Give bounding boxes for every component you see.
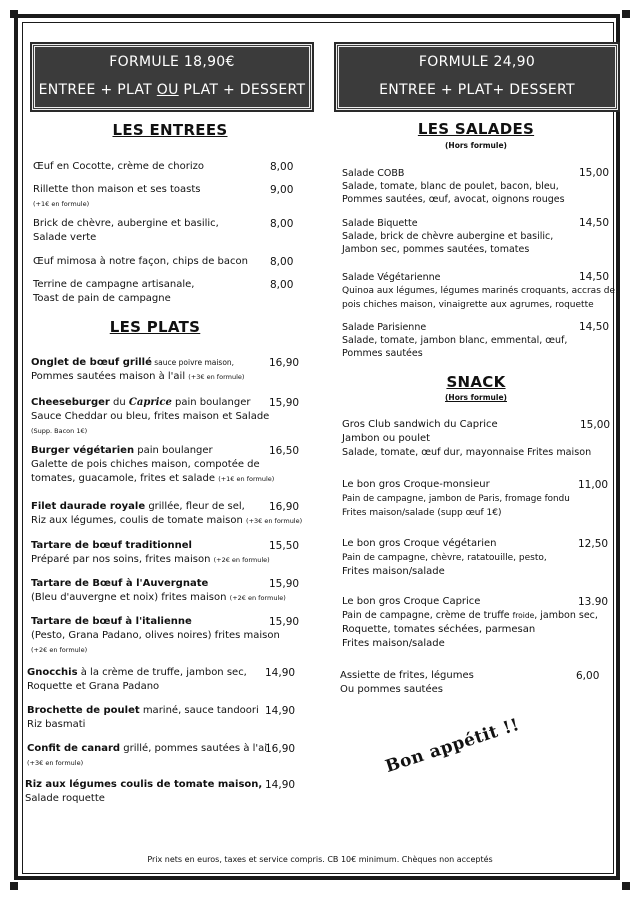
plat-price: 16,90 (269, 501, 300, 513)
entree-detail: Toast de pain de campagne (33, 293, 171, 304)
plat-item (31, 577, 306, 605)
plat-detail: Préparé par nos soins, frites maison (31, 554, 214, 565)
snack-subtitle: (Hors formule) (445, 393, 507, 402)
plat-price: 14,90 (265, 779, 296, 791)
plat-name: Cheeseburger (31, 397, 110, 408)
salade-item (342, 167, 610, 206)
snack-item (340, 669, 608, 697)
plat-price: 15,90 (269, 397, 300, 409)
plat-detail: tomates, guacamole, frites et salade (31, 473, 219, 484)
plat-note: (+1€ en formule) (218, 475, 275, 483)
corner-ornament (622, 882, 630, 890)
snack-detail: Pain de campagne, jambon de Paris, fromage fondu (342, 494, 570, 504)
entree-name: Brick de chèvre, aubergine et basilic, (33, 218, 219, 229)
entree-price: 8,00 (270, 218, 294, 230)
plat-name: Onglet de bœuf grillé (31, 357, 152, 368)
entree-name: Œuf en Cocotte, crème de chorizo (33, 161, 204, 172)
entree-name: Rillette thon maison et ses toasts (33, 184, 201, 195)
snack-price: 6,00 (576, 670, 600, 682)
salade-item (342, 217, 610, 256)
snack-price: 11,00 (578, 479, 609, 491)
plat-name: Filet daurade royale (31, 501, 146, 512)
plat-detail: Riz aux légumes, coulis de tomate maison (31, 515, 247, 526)
snack-name: Gros Club sandwich du Caprice (342, 419, 498, 430)
formula-1-combo-post: PLAT + DESSERT (178, 82, 306, 98)
plat-price: 15,90 (269, 578, 300, 590)
plat-detail: Salade roquette (25, 793, 105, 804)
plat-desc: pain boulanger (134, 445, 213, 456)
plat-name: Tartare de bœuf traditionnel (31, 540, 192, 551)
entree-name: Œuf mimosa à notre façon, chips de bacon (33, 256, 248, 267)
plat-item (25, 778, 300, 806)
plat-item (31, 444, 306, 486)
plat-price: 16,90 (269, 357, 300, 369)
footer-note: Prix nets en euros, taxes et service compris. CB 10€ minimum. Chèques non acceptés (147, 855, 493, 864)
plat-name: Gnocchis (27, 667, 78, 678)
plat-name: Tartare de Bœuf à l'Auvergnate (31, 578, 209, 589)
plat-item (27, 704, 302, 732)
plat-item (31, 539, 306, 567)
formula-box-1 (32, 44, 312, 110)
plat-item (27, 742, 302, 770)
entree-price: 8,00 (270, 256, 294, 268)
plat-name: Tartare de bœuf à l'italienne (31, 616, 192, 627)
plat-desc: grillé, pommes sautées à l'ail (120, 743, 270, 754)
plat-detail: Galette de pois chiches maison, compotée de (31, 459, 260, 470)
entrees-title: LES ENTREES (112, 121, 228, 139)
plat-desc: mariné, sauce tandoori (139, 705, 259, 716)
salade-price: 15,00 (579, 167, 610, 179)
plat-name: Riz aux légumes coulis de tomate maison, (25, 779, 263, 790)
plat-desc: pain boulanger (171, 397, 251, 408)
entree-item (33, 255, 295, 269)
salade-name: Salade Biquette (342, 218, 418, 229)
snack-price: 15,00 (580, 419, 611, 431)
snack-item (342, 478, 610, 520)
snack-item (342, 537, 610, 579)
formula-2-price: FORMULE 24,90 (418, 54, 536, 70)
snack-detail: froide (512, 611, 535, 620)
salade-desc: Pommes sautées, œuf, avocat, oignons rouges (342, 194, 565, 205)
salade-item (342, 321, 610, 360)
plat-price: 15,50 (269, 540, 300, 552)
entree-name: Terrine de campagne artisanale, (33, 279, 195, 290)
snack-name: Le bon gros Croque-monsieur (342, 479, 490, 490)
salade-desc: Pommes sautées (342, 348, 423, 359)
plat-note: (+3€ en formule) (246, 517, 303, 525)
salade-desc: Salade, tomate, blanc de poulet, bacon, bleu, (342, 181, 559, 192)
caprice-brand: Caprice (128, 397, 172, 408)
entree-item (33, 278, 295, 306)
salades-subtitle: (Hors formule) (445, 141, 507, 150)
snack-price: 12,50 (578, 538, 609, 550)
corner-ornament (10, 882, 18, 890)
plat-desc: sauce poivre maison, (151, 358, 235, 367)
snack-detail: Pain de campagne, chèvre, ratatouille, pesto, (342, 553, 547, 563)
snack-detail: Roquette, tomates séchées, parmesan (342, 624, 536, 635)
entree-note: (+1€ en formule) (33, 200, 90, 208)
salade-price: 14,50 (579, 321, 610, 333)
entree-price: 8,00 (270, 161, 294, 173)
plat-item (31, 356, 306, 384)
snack-name: Le bon gros Croque végétarien (342, 538, 497, 549)
salade-desc: pois chiches maison, vinaigrette aux agrumes, roquette (342, 300, 594, 310)
salades-title: LES SALADES (417, 120, 535, 138)
entree-item (33, 217, 295, 245)
salade-price: 14,50 (579, 217, 610, 229)
plat-note: (+2€ en formule) (229, 594, 286, 602)
plat-desc: du (109, 397, 129, 408)
plat-price: 16,50 (269, 445, 300, 457)
entree-item (33, 183, 295, 211)
plat-detail: Roquette et Grana Padano (27, 681, 160, 692)
plat-price: 14,90 (265, 705, 296, 717)
plat-price: 15,90 (269, 616, 300, 628)
snack-item (342, 595, 617, 651)
plat-price: 14,90 (265, 667, 296, 679)
plat-item (31, 396, 306, 438)
plat-detail: Riz basmati (27, 719, 86, 730)
plat-detail: Pommes sautées maison à l'ail (31, 371, 189, 382)
plat-note: (+2€ en formule) (31, 646, 88, 654)
plat-detail: (Pesto, Grana Padano, olives noires) frites maison (31, 630, 280, 641)
snack-detail: Pain de campagne, crème de truffe (342, 610, 513, 621)
snack-price: 13.90 (578, 596, 609, 608)
plat-name: Confit de canard (27, 743, 121, 754)
salade-name: Salade COBB (342, 168, 405, 179)
plat-price: 16,90 (265, 743, 296, 755)
corner-ornament (10, 10, 18, 18)
plat-name: Burger végétarien (31, 445, 135, 456)
salade-price: 14,50 (579, 271, 610, 283)
snack-detail: Jambon ou poulet (342, 433, 431, 444)
corner-ornament (622, 10, 630, 18)
snack-detail: , jambon sec, (534, 610, 598, 621)
plat-item (31, 615, 306, 657)
snack-detail: Salade, tomate, œuf dur, mayonnaise Frites maison (342, 447, 592, 458)
snack-item (342, 418, 610, 460)
bon-appetit-text: Bon appétit !! (383, 714, 522, 778)
salade-desc: Quinoa aux légumes, légumes marinés croquants, accras de (342, 286, 615, 296)
plat-note: (+2€ en formule) (213, 556, 270, 564)
entree-price: 8,00 (270, 279, 294, 291)
formula-2-combo: ENTREE + PLAT+ DESSERT (379, 82, 575, 98)
formula-1-combo-pre: ENTREE + PLAT (38, 82, 157, 98)
plat-note: (+3€ en formule) (188, 373, 245, 381)
salade-name: Salade Parisienne (342, 322, 427, 333)
plat-note: (+3€ en formule) (27, 759, 84, 767)
salade-name: Salade Végétarienne (342, 272, 441, 283)
formula-1-combo (35, 82, 309, 98)
plat-item (27, 666, 302, 694)
snack-detail: Frites maison/salade (supp œuf 1€) (342, 508, 502, 518)
salade-item (342, 271, 622, 312)
formula-box-2 (336, 44, 618, 110)
snack-name: Assiette de frites, légumes (340, 670, 474, 681)
plat-item (31, 500, 306, 528)
plat-name: Brochette de poulet (27, 705, 140, 716)
salade-desc: Jambon sec, pommes sautées, tomates (342, 244, 530, 255)
plats-title: LES PLATS (109, 318, 201, 336)
plat-detail: (Bleu d'auvergne et noix) frites maison (31, 592, 230, 603)
snack-detail: Frites maison/salade (342, 566, 445, 577)
plat-detail: Sauce Cheddar ou bleu, frites maison et Salade (31, 411, 270, 422)
plat-desc: à la crème de truffe, jambon sec, (77, 667, 247, 678)
formula-1-price: FORMULE 18,90€ (109, 54, 235, 70)
snack-detail: Ou pommes sautées (340, 684, 443, 695)
snack-title: SNACK (446, 373, 506, 391)
salade-desc: Salade, tomate, jambon blanc, emmental, œuf, (342, 335, 568, 346)
entree-item (33, 160, 295, 174)
formula-1-combo-or: OU (156, 82, 179, 98)
snack-name: Le bon gros Croque Caprice (342, 596, 481, 607)
entree-detail: Salade verte (33, 232, 97, 243)
snack-detail: Frites maison/salade (342, 638, 445, 649)
plat-desc: grillée, fleur de sel, (145, 501, 245, 512)
salade-desc: Salade, brick de chèvre aubergine et basilic, (342, 231, 554, 242)
plat-note: (Supp. Bacon 1€) (31, 427, 88, 435)
entree-price: 9,00 (270, 184, 294, 196)
